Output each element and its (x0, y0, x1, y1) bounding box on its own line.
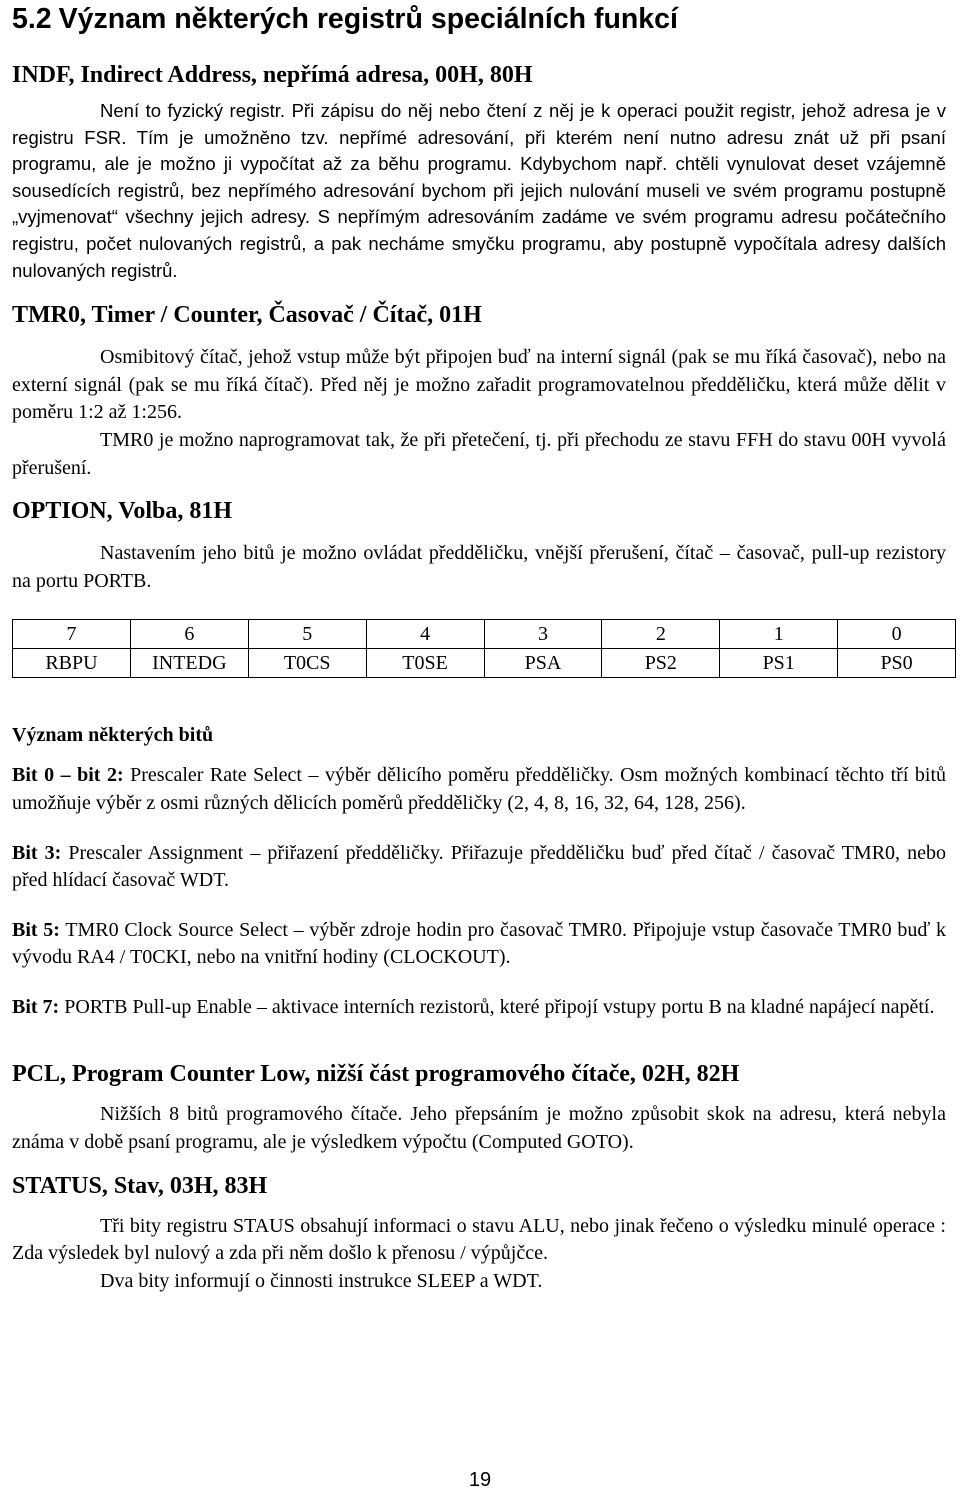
pcl-paragraph: Nižších 8 bitů programového čítače. Jeho přepsáním je možno způsobit skok na adresu, která nebyla známa v době psaní programu, ale je výsledkem výpočtu (Computed GOTO). (12, 1103, 946, 1154)
bit-description (12, 994, 946, 1022)
bit-number-cell: 0 (838, 620, 956, 649)
pcl-title: PCL, Program Counter Low, nižší část programového čítače, 02H, 82H (12, 1061, 740, 1088)
status-title: STATUS, Stav, 03H, 83H (12, 1172, 268, 1199)
bit-number-cell: 6 (130, 620, 248, 649)
indf-title: INDF, Indirect Address, nepřímá adresa, 00H, 80H (12, 62, 533, 88)
bit-text: Prescaler Rate Select – výběr dělicího poměru předděličky. Osm možných kombinací těchto tří bitů umožňuje výběr z osmi různých dělicích poměrů předděličky (2, 4, 8, 16, 32, 64, 128, 256). (12, 764, 946, 814)
bit-number-cell: 4 (366, 620, 484, 649)
option-paragraph: Nastavením jeho bitů je možno ovládat předděličku, vnější přerušení, čítač – časovač, pull-up rezistory na portu PORTB. (12, 542, 946, 592)
bit-name-cell: PS0 (838, 649, 956, 678)
tmr0-title: TMR0, Timer / Counter, Časovač / Čítač, 01H (12, 302, 482, 329)
bit-number-cell: 7 (13, 620, 131, 649)
chapter-title: Význam některých registrů speciálních funkcí (58, 3, 678, 35)
tmr0-paragraph-1: Osmibitový čítač, jehož vstup může být připojen buď na interní signál (pak se mu říká časovač), nebo na externí signál (pak se mu říká čítač). Před něj je možno zařadit programovatelnou předděličku, která může dělit v poměru 1:2 až 1:256. (12, 346, 946, 424)
bit-label: Bit 7: (12, 995, 60, 1018)
tmr0-paragraph-2: TMR0 je možno naprogramovat tak, že při přetečení, tj. při přechodu ze stavu FFH do stavu 00H vyvolá přerušení. (12, 428, 946, 479)
bit-text: PORTB Pull-up Enable – aktivace interních rezistorů, které připojí vstupy portu B na kladné napájecí napětí. (59, 995, 935, 1018)
option-title: OPTION, Volba, 81H (12, 498, 233, 525)
indf-paragraph: Není to fyzický registr. Při zápisu do něj nebo čtení z něj je k operaci použit registr, jehož adresa je v registru FSR. Tím je umožněno tzv. nepřímé adresování, při kterém není nutno adresu znát už při psaní programu, ale je možno ji vypočítat až za běhu programu. Kdybychom např. chtěli vynulovat deset vzájemně sousedících registrů, bez nepřímého adresování bychom při jejich nulování museli ve svém programu postupně „vyjmenovat“ všechny jejich adresy. S nepřímým adresováním zadáme ve svém programu adresu počátečního registru, počet nulovaných registrů, a pak necháme smyčku programu, aby postupně vypočítala adresy dalších nulovaných registrů. (12, 100, 946, 281)
bit-number-cell: 1 (720, 620, 838, 649)
bit-number-row (13, 620, 956, 649)
bit-name-cell: RBPU (13, 649, 131, 678)
page-number: 19 (468, 1469, 492, 1491)
status-paragraph-1: Tři bity registru STAUS obsahují informaci o stavu ALU, nebo jinak řečeno o výsledku minulé operace : Zda výsledek byl nulový a zda při něm došlo k přenosu / výpůjčce. (12, 1214, 946, 1265)
bit-text: TMR0 Clock Source Select – výběr zdroje hodin pro časovač TMR0. Připojuje vstup časovače TMR0 buď k vývodu RA4 / T0CKI, nebo na vnitřní hodiny (CLOCKOUT). (12, 918, 946, 969)
bits-title: Význam některých bitů (12, 724, 214, 747)
bit-name-cell: PS2 (602, 649, 720, 678)
bit-number-cell: 3 (484, 620, 602, 649)
chapter-heading (12, 0, 946, 36)
bit-label: Bit 0 – bit 2: (12, 764, 124, 787)
bit-name-row (13, 649, 956, 678)
bit-number-cell: 5 (248, 620, 366, 649)
bit-name-cell: INTEDG (130, 649, 248, 678)
bit-label: Bit 5: (12, 918, 60, 941)
chapter-number: 5.2 (12, 3, 52, 35)
status-paragraph-2: Dva bity informují o činnosti instrukce SLEEP a WDT. (100, 1269, 543, 1292)
option-register-table (12, 619, 956, 678)
bit-text: Prescaler Assignment – přiřazení předděličky. Přiřazuje předděličku buď před čítač / časovač TMR0, nebo před hlídací časovač WDT. (12, 841, 947, 892)
bit-name-cell: PSA (484, 649, 602, 678)
bit-description (12, 917, 946, 972)
bit-number-cell: 2 (602, 620, 720, 649)
bit-name-cell: T0CS (248, 649, 366, 678)
bit-description (12, 762, 946, 817)
bit-description (12, 840, 946, 895)
bit-label: Bit 3: (12, 841, 62, 864)
bit-name-cell: PS1 (720, 649, 838, 678)
bit-name-cell: T0SE (366, 649, 484, 678)
